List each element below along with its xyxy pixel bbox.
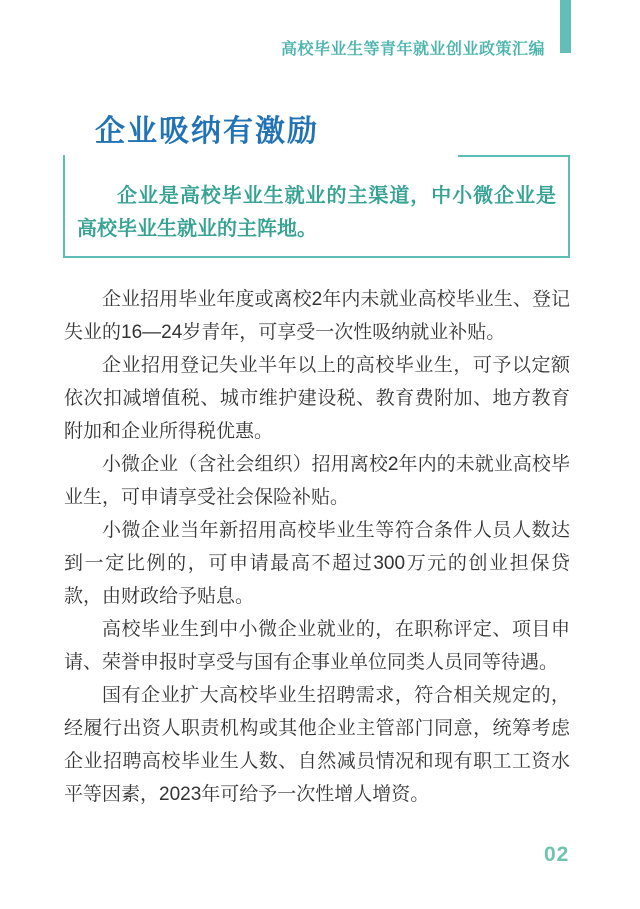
body-paragraph-1: 企业招用毕业年度或离校2年内未就业高校毕业生、登记失业的16—24岁青年，可享受一次性吸纳就业补贴。	[64, 289, 570, 343]
body-paragraph-4: 小微企业当年新招用高校毕业生等符合条件人员人数达到一定比例的，可申请最高不超过300万元的创业担保贷款，由财政给予贴息。	[64, 520, 570, 607]
header-accent-bar	[560, 0, 571, 53]
body-content	[64, 283, 570, 811]
body-paragraph-6: 国有企业扩大高校毕业生招聘需求，符合相关规定的，经履行出资人职责机构或其他企业主管部门同意，统筹考虑企业招聘高校毕业生人数、自然减员情况和现有职工工资水平等因素，2023年可给予一次性增人增资。	[64, 685, 570, 805]
page-number: 02	[544, 843, 570, 866]
highlight-box-top-rule	[458, 155, 568, 157]
header-title: 高校毕业生等青年就业创业政策汇编	[280, 41, 545, 58]
highlight-box	[63, 155, 570, 258]
highlight-text: 企业是高校毕业生就业的主渠道，中小微企业是高校毕业生就业的主阵地。	[77, 185, 556, 240]
body-paragraph-5: 高校毕业生到中小微企业就业的，在职称评定、项目申请、荣誉申报时享受与国有企事业单位同类人员同等待遇。	[64, 619, 570, 673]
body-paragraph-3: 小微企业（含社会组织）招用离校2年内的未就业高校毕业生，可申请享受社会保险补贴。	[64, 454, 570, 508]
section-title: 企业吸纳有激励	[95, 115, 319, 148]
body-paragraph-2: 企业招用登记失业半年以上的高校毕业生，可予以定额依次扣减增值税、城市维护建设税、教育费附加、地方教育附加和企业所得税优惠。	[64, 355, 570, 442]
